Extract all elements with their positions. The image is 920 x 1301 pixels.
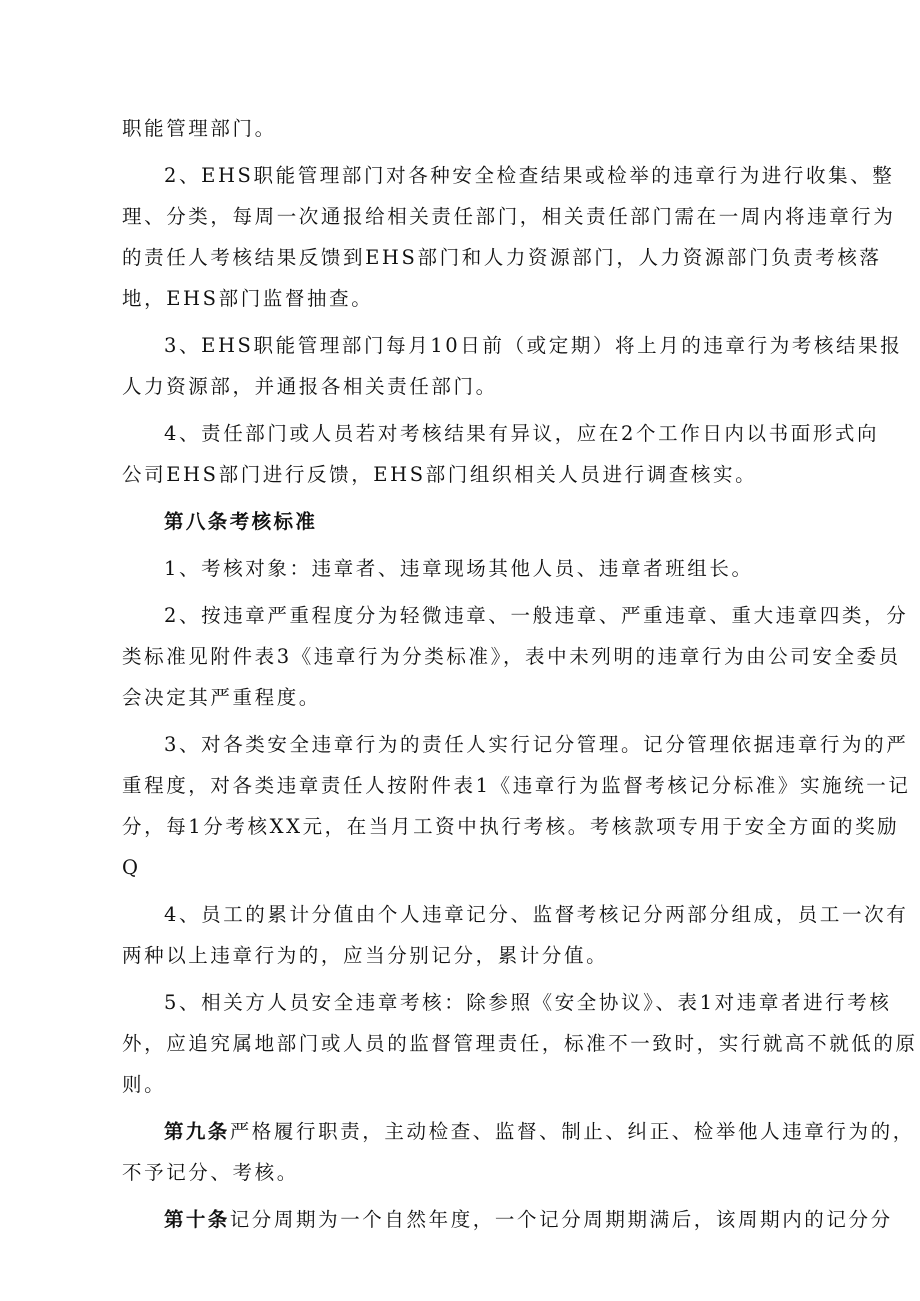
paragraph-line: 职能管理部门。 <box>122 117 277 140</box>
article-9-line <box>122 1111 915 1152</box>
paragraph-line: 则。 <box>122 1073 167 1096</box>
paragraph-line: 类标准见附件表3《违章行为分类标准》，表中未列明的违章行为由公司安全委员 <box>122 645 901 668</box>
paragraph-line: Q <box>122 856 141 879</box>
article-10-line <box>122 1199 893 1240</box>
paragraph-line: 4、员工的累计分值由个人违章记分、监督考核记分两部分组成，员工一次有 <box>164 903 909 926</box>
paragraph-line: 3、对各类安全违章行为的责任人实行记分管理。记分管理依据违章行为的严 <box>164 733 909 756</box>
paragraph-line: 的责任人考核结果反馈到EHS部门和人力资源部门，人力资源部门负责考核落 <box>122 246 882 269</box>
paragraph-line: 地，EHS部门监督抽查。 <box>122 287 374 310</box>
paragraph-line: 5、相关方人员安全违章考核：除参照《安全协议》、表1对违章者进行考核 <box>164 991 892 1014</box>
article-9-label: 第九条 <box>164 1120 230 1143</box>
paragraph-line: 3、EHS职能管理部门每月10日前（或定期）将上月的违章行为考核结果报 <box>164 334 903 357</box>
article-8-heading: 第八条考核标准 <box>164 510 318 533</box>
article-10-text: 记分周期为一个自然年度，一个记分周期期满后，该周期内的记分分 <box>229 1208 893 1231</box>
paragraph-line: 不予记分、考核。 <box>122 1161 299 1184</box>
paragraph-line: 公司EHS部门进行反馈，EHS部门组织相关人员进行调查核实。 <box>122 463 758 486</box>
document-body <box>122 108 918 1240</box>
article-9-text: 严格履行职责，主动检查、监督、制止、纠正、检举他人违章行为的， <box>229 1120 915 1143</box>
paragraph-line: 2、按违章严重程度分为轻微违章、一般违章、严重违章、重大违章四类，分 <box>164 604 909 627</box>
paragraph-line: 理、分类，每周一次通报给相关责任部门，相关责任部门需在一周内将违章行为 <box>122 205 896 228</box>
paragraph-line: 4、责任部门或人员若对考核结果有异议，应在2个工作日内以书面形式向 <box>164 422 880 445</box>
paragraph-line: 1、考核对象：违章者、违章现场其他人员、违章者班组长。 <box>164 557 754 580</box>
paragraph-line: 分，每1分考核XX元，在当月工资中执行考核。考核款项专用于安全方面的奖励 <box>122 815 900 838</box>
paragraph-line: 两种以上违章行为的，应当分别记分，累计分值。 <box>122 944 609 967</box>
paragraph-line: 外，应追究属地部门或人员的监督管理责任，标准不一致时，实行就高不就低的原 <box>122 1032 918 1055</box>
paragraph-line: 会决定其严重程度。 <box>122 686 321 709</box>
paragraph-line: 人力资源部，并通报各相关责任部门。 <box>122 375 498 398</box>
paragraph-line: 2、EHS职能管理部门对各种安全检查结果或检举的违章行为进行收集、整 <box>164 164 895 187</box>
paragraph-line: 重程度，对各类违章责任人按附件表1《违章行为监督考核记分标准》实施统一记 <box>122 774 911 797</box>
article-10-label: 第十条 <box>164 1208 230 1231</box>
